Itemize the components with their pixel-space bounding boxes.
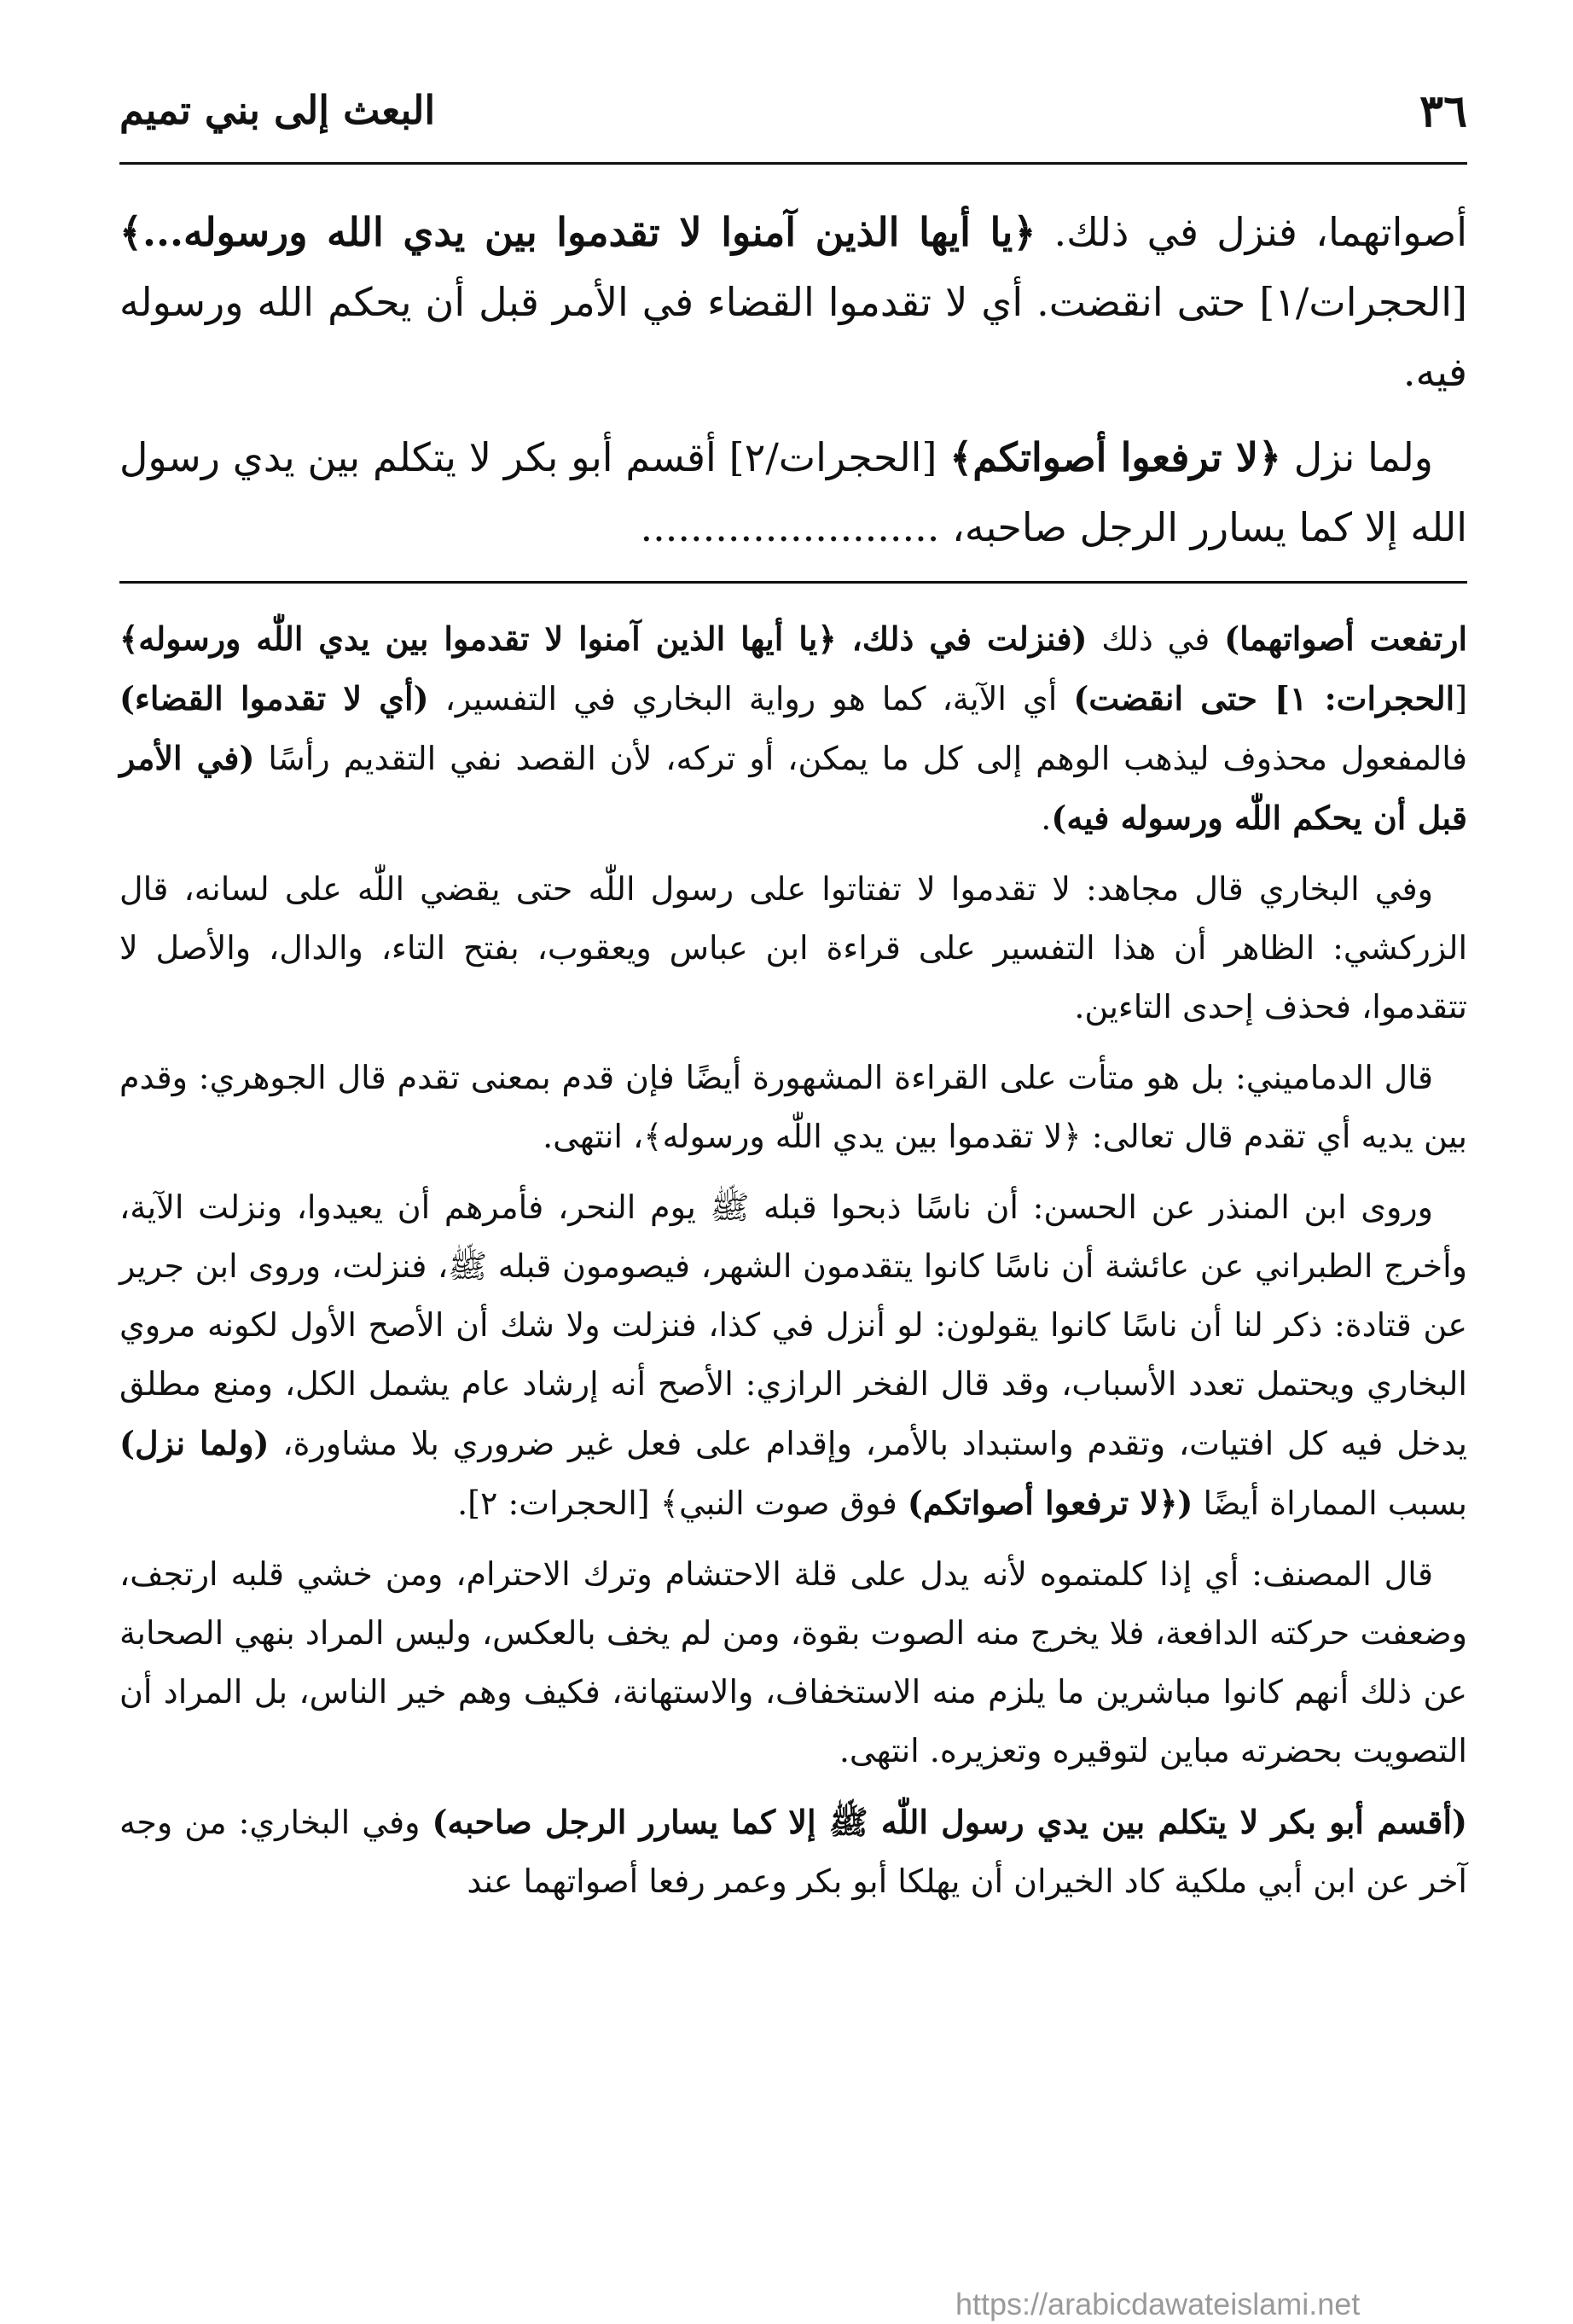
matn-quote: ارتفعت أصواتهما) [1224, 619, 1467, 658]
matn-quote: (ولما نزل) [119, 1424, 270, 1462]
running-title: البعث إلى بني تميم [119, 87, 436, 133]
main-text-span: [الحجرات/٢] أقسم أبو بكر لا يتكلم بين يدي رسول الله إلا كما يسارر الرجل صاحبه، [119, 434, 1467, 550]
commentary-paragraph: وفي البخاري قال مجاهد: لا تقدموا لا تفتاتوا على رسول اللّٰه حتى يقضي اللّٰه على لسانه، قال الزركشي: الظاهر أن هذا التفسير على قراءة ابن عباس ويعقوب، بفتح التاء، والدال، والأصل لا تتقدموا، فحذف إحدى التاءين. [119, 870, 1467, 1025]
commentary-text: في ذلك [1087, 620, 1225, 658]
commentary-text: فوق صوت النبي﴾ [الحجرات: ٢]. [457, 1484, 908, 1522]
ellipsis-dots: ........................ [640, 504, 940, 550]
commentary-paragraph [119, 1178, 1467, 1533]
book-page [119, 68, 1467, 2286]
matn-quote: (أي لا تقدموا القضاء) [119, 679, 429, 718]
header-divider [119, 162, 1467, 165]
main-text-span: [الحجرات/١] حتى انقضت. أي لا تقدموا القضاء في الأمر قبل أن يحكم الله ورسوله فيه. [119, 279, 1467, 395]
matn-quote: (﴿لا ترفعوا أصواتكم) [907, 1484, 1193, 1522]
commentary-paragraph [119, 609, 1467, 848]
commentary-text: وفي البخاري: من وجه آخر عن ابن أبي ملكية كاد الخيران أن يهلكا أبو بكر وعمر رفعا أصواتهما عند [119, 1804, 1467, 1900]
commentary-text: أي الآية، كما هو رواية البخاري في التفسير، [428, 680, 1074, 718]
main-paragraph [119, 197, 1467, 407]
commentary-text: [ [1454, 680, 1468, 718]
quran-verse: ﴿لا ترفعوا أصواتكم﴾ [949, 434, 1281, 480]
main-text-span: ولما نزل [1280, 434, 1433, 480]
watermark-url: https://arabicdawateislami.net [955, 2286, 1361, 2321]
matn-quote: (في الأمر قبل أن يحكم اللّٰه ورسوله فيه) [119, 739, 1467, 837]
commentary-text: وروى ابن المنذر عن الحسن: أن ناسًا ذبحوا قبله ﷺ يوم النحر، فأمرهم أن يعيدوا، ونزلت الآية، وأخرج الطبراني عن عائشة أن ناسًا كانوا يتقدمون الشهر، فيصومون قبله ﷺ، فنزلت، وروى ابن جرير عن قتادة: ذكر لنا أن ناسًا كانوا يقولون: لو أنزل في كذا، فنزلت ولا شك أن الأصح الأول لكونه مروي البخاري ويحتمل تعدد الأسباب، وقد قال الفخر الرازي: الأصح أنه إرشاد عام يشمل الكل، ومنع مطلق يدخل فيه كل افتيات، وتقدم واستبداد بالأمر، وإقدام على فعل غير ضروري بلا مشاورة، [119, 1188, 1467, 1462]
main-paragraph [119, 422, 1467, 562]
commentary-divider [119, 581, 1467, 584]
quran-verse: ﴿يا أيها الذين آمنوا لا تقدموا بين يدي الله ورسوله...﴾ [119, 209, 1036, 255]
matn-quote: (أقسم أبو بكر لا يتكلم بين يدي رسول اللّٰه ﷺ إلا كما يسارر الرجل صاحبه) [432, 1803, 1468, 1841]
commentary-paragraph [119, 1792, 1467, 1911]
commentary-text: . [1041, 799, 1052, 837]
commentary-text: فالمفعول محذوف ليذهب الوهم إلى كل ما يمكن، أو تركه، لأن القصد نفي التقديم رأسًا [254, 740, 1467, 777]
commentary-text: بسبب المماراة أيضًا [1193, 1484, 1467, 1522]
page-number: ٣٦ [1419, 85, 1467, 137]
main-text [119, 197, 1467, 562]
commentary [119, 609, 1467, 1911]
main-text-span: أصواتهما، فنزل في ذلك. [1036, 209, 1467, 255]
commentary-paragraph: قال المصنف: أي إذا كلمتموه لأنه يدل على قلة الاحتشام وترك الاحترام، ومن خشي قلبه ارتجف، وضعفت حركته الدافعة، فلا يخرج منه الصوت بقوة، ومن لم يخف بالعكس، وليس المراد بنهي الصحابة عن ذلك أنهم كانوا مباشرين ما يلزم منه الاستخفاف، والاستهانة، فكيف وهم خير الناس، بل المراد أن التصويت بحضرته مباين لتوقيره وتعزيره. انتهى. [119, 1555, 1467, 1769]
page-header [119, 68, 1467, 162]
commentary-paragraph: قال الدماميني: بل هو متأت على القراءة المشهورة أيضًا فإن قدم بمعنى تقدم قال الجوهري: وقدم بين يديه أي تقدم قال تعالى: ﴿لا تقدموا بين يدي اللّٰه ورسوله﴾، انتهى. [119, 1059, 1467, 1155]
matn-quote: (فنزلت في ذلك، ﴿يا أيها الذين آمنوا لا تقدموا بين يدي اللّٰه ورسوله﴾ [119, 619, 1088, 658]
matn-quote: الحجرات: ١] حتى انقضت) [1073, 679, 1455, 718]
